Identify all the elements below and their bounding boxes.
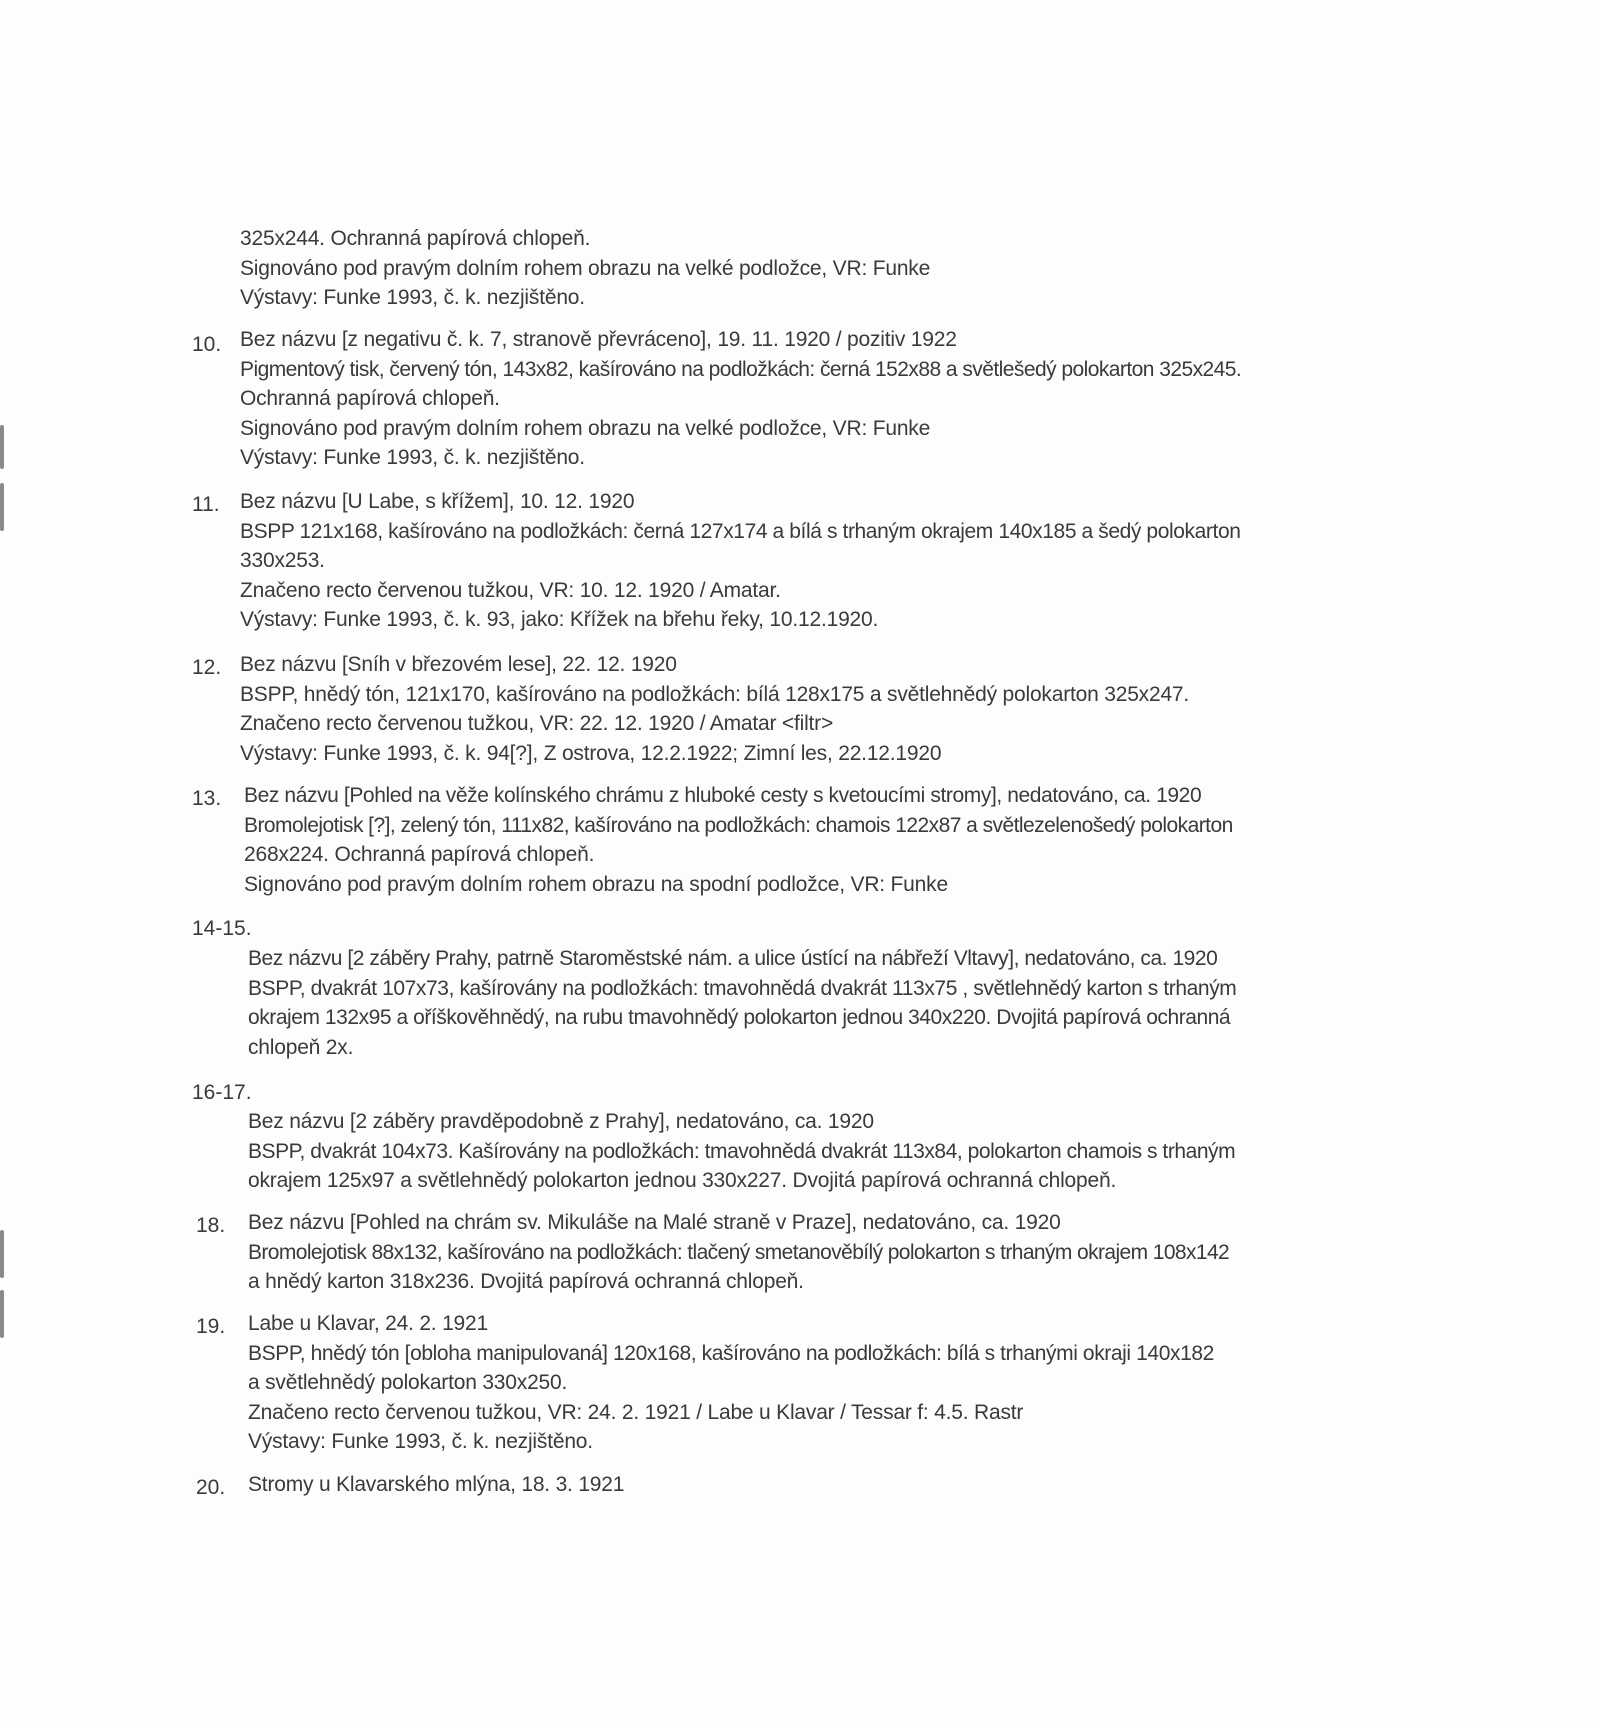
text-line: Značeno recto červenou tužkou, VR: 24. 2. 1921 / Labe u Klavar / Tessar f: 4.5. Rastr <box>248 1400 1024 1424</box>
entry-number: 11. <box>192 493 220 516</box>
text-line: Signováno pod pravým dolním rohem obrazu na velké podložce, VR: Funke <box>240 256 931 280</box>
text-line: BSPP 121x168, kašírováno na podložkách: černá 127x174 a bílá s trhaným okrajem 140x185 a šedý polokarton <box>240 519 1241 543</box>
text-line: a světlehnědý polokarton 330x250. <box>248 1371 568 1394</box>
entry-number: 12. <box>192 656 222 679</box>
entry-number: 18. <box>196 1214 226 1237</box>
entry-title: Stromy u Klavarského mlýna, 18. 3. 1921 <box>248 1473 625 1496</box>
entry-number: 16-17. <box>192 1081 252 1104</box>
text-line: BSPP, dvakrát 104x73. Kašírovány na podložkách: tmavohnědá dvakrát 113x84, polokarton chamois s trhaným <box>248 1139 1236 1163</box>
text-line: BSPP, hnědý tón [obloha manipulovaná] 120x168, kašírováno na podložkách: bílá s trhanými okraji 140x182 <box>248 1341 1214 1365</box>
entry-title: Bez názvu [2 záběry pravděpodobně z Prahy], nedatováno, ca. 1920 <box>248 1110 874 1133</box>
binding-hole-mark <box>0 1290 4 1338</box>
binding-hole-mark <box>0 1230 4 1278</box>
catalog-entry <box>248 944 1236 1062</box>
binding-hole-mark <box>0 425 4 469</box>
entry-number: 19. <box>196 1315 226 1338</box>
entry-number: 14-15. <box>192 917 252 940</box>
entry-title: Bez názvu [2 záběry Prahy, patrně Staroměstské nám. a ulice ústící na nábřeží Vltavy], nedatováno, ca. 1920 <box>248 947 1218 970</box>
text-line: Výstavy: Funke 1993, č. k. 94[?], Z ostrova, 12.2.1922; Zimní les, 22.12.1920 <box>240 741 942 765</box>
catalog-entry <box>244 781 1233 899</box>
catalog-entry <box>248 1309 1214 1457</box>
text-line: 325x244. Ochranná papírová chlopeň. <box>240 227 591 250</box>
catalog-entry <box>240 325 1241 473</box>
entry-number: 13. <box>192 787 222 810</box>
catalog-entry <box>240 487 1241 635</box>
continuation-text <box>240 224 930 313</box>
text-line: 268x224. Ochranná papírová chlopeň. <box>244 843 595 866</box>
text-line: Signováno pod pravým dolním rohem obrazu na spodní podložce, VR: Funke <box>244 872 948 896</box>
text-line: Bromolejotisk [?], zelený tón, 111x82, kašírováno na podložkách: chamois 122x87 a světlezelenošedý polokarton <box>244 813 1233 837</box>
text-line: a hnědý karton 318x236. Dvojitá papírová ochranná chlopeň. <box>248 1270 804 1293</box>
text-line: Výstavy: Funke 1993, č. k. nezjištěno. <box>240 446 585 469</box>
text-line: Výstavy: Funke 1993, č. k. 93, jako: Křížek na břehu řeky, 10.12.1920. <box>240 608 879 631</box>
entry-number: 10. <box>192 333 222 356</box>
text-line: okrajem 132x95 a oříškověhnědý, na rubu tmavohnědý polokarton jednou 340x220. Dvojitá papírová ochranná <box>248 1006 1231 1029</box>
catalog-entry <box>248 1107 1235 1196</box>
text-line: BSPP, dvakrát 107x73, kašírovány na podložkách: tmavohnědá dvakrát 113x75 , světlehnědý karton s trhaným <box>248 976 1237 1000</box>
text-line: Značeno recto červenou tužkou, VR: 10. 12. 1920 / Amatar. <box>240 578 781 602</box>
catalog-entry <box>248 1208 1229 1297</box>
catalog-entry <box>240 650 1189 768</box>
text-line: Bromolejotisk 88x132, kašírováno na podložkách: tlačený smetanověbílý polokarton s trhaným okrajem 108x142 <box>248 1240 1230 1264</box>
text-line: okrajem 125x97 a světlehnědý polokarton jednou 330x227. Dvojitá papírová ochranná chlopeň. <box>248 1169 1117 1192</box>
text-line: Výstavy: Funke 1993, č. k. nezjištěno. <box>240 286 585 309</box>
binding-hole-mark <box>0 483 4 531</box>
entry-title: Bez názvu [z negativu č. k. 7, stranově převráceno], 19. 11. 1920 / pozitiv 1922 <box>240 328 957 351</box>
entry-title: Bez názvu [Sníh v březovém lese], 22. 12. 1920 <box>240 653 677 676</box>
entry-number: 20. <box>196 1476 226 1499</box>
text-line: Signováno pod pravým dolním rohem obrazu na velké podložce, VR: Funke <box>240 416 931 440</box>
catalog-entry <box>248 1470 624 1500</box>
entry-title: Bez názvu [Pohled na chrám sv. Mikuláše na Malé straně v Praze], nedatováno, ca. 1920 <box>248 1211 1061 1234</box>
text-line: BSPP, hnědý tón, 121x170, kašírováno na podložkách: bílá 128x175 a světlehnědý polokarton 325x247. <box>240 682 1190 706</box>
entry-title: Bez názvu [U Labe, s křížem], 10. 12. 1920 <box>240 490 635 513</box>
entry-title: Labe u Klavar, 24. 2. 1921 <box>248 1312 488 1335</box>
text-line: Výstavy: Funke 1993, č. k. nezjištěno. <box>248 1430 593 1453</box>
entry-title: Bez názvu [Pohled na věže kolínského chrámu z hluboké cesty s kvetoucími stromy], nedatováno, ca. 1920 <box>244 784 1202 807</box>
text-line: Ochranná papírová chlopeň. <box>240 387 500 410</box>
text-line: chlopeň 2x. <box>248 1035 354 1059</box>
text-line: Pigmentový tisk, červený tón, 143x82, kašírováno na podložkách: černá 152x88 a světlešedý polokarton 325x245. <box>240 357 1242 381</box>
text-line: Značeno recto červenou tužkou, VR: 22. 12. 1920 / Amatar <filtr> <box>240 712 834 735</box>
text-line: 330x253. <box>240 549 325 572</box>
